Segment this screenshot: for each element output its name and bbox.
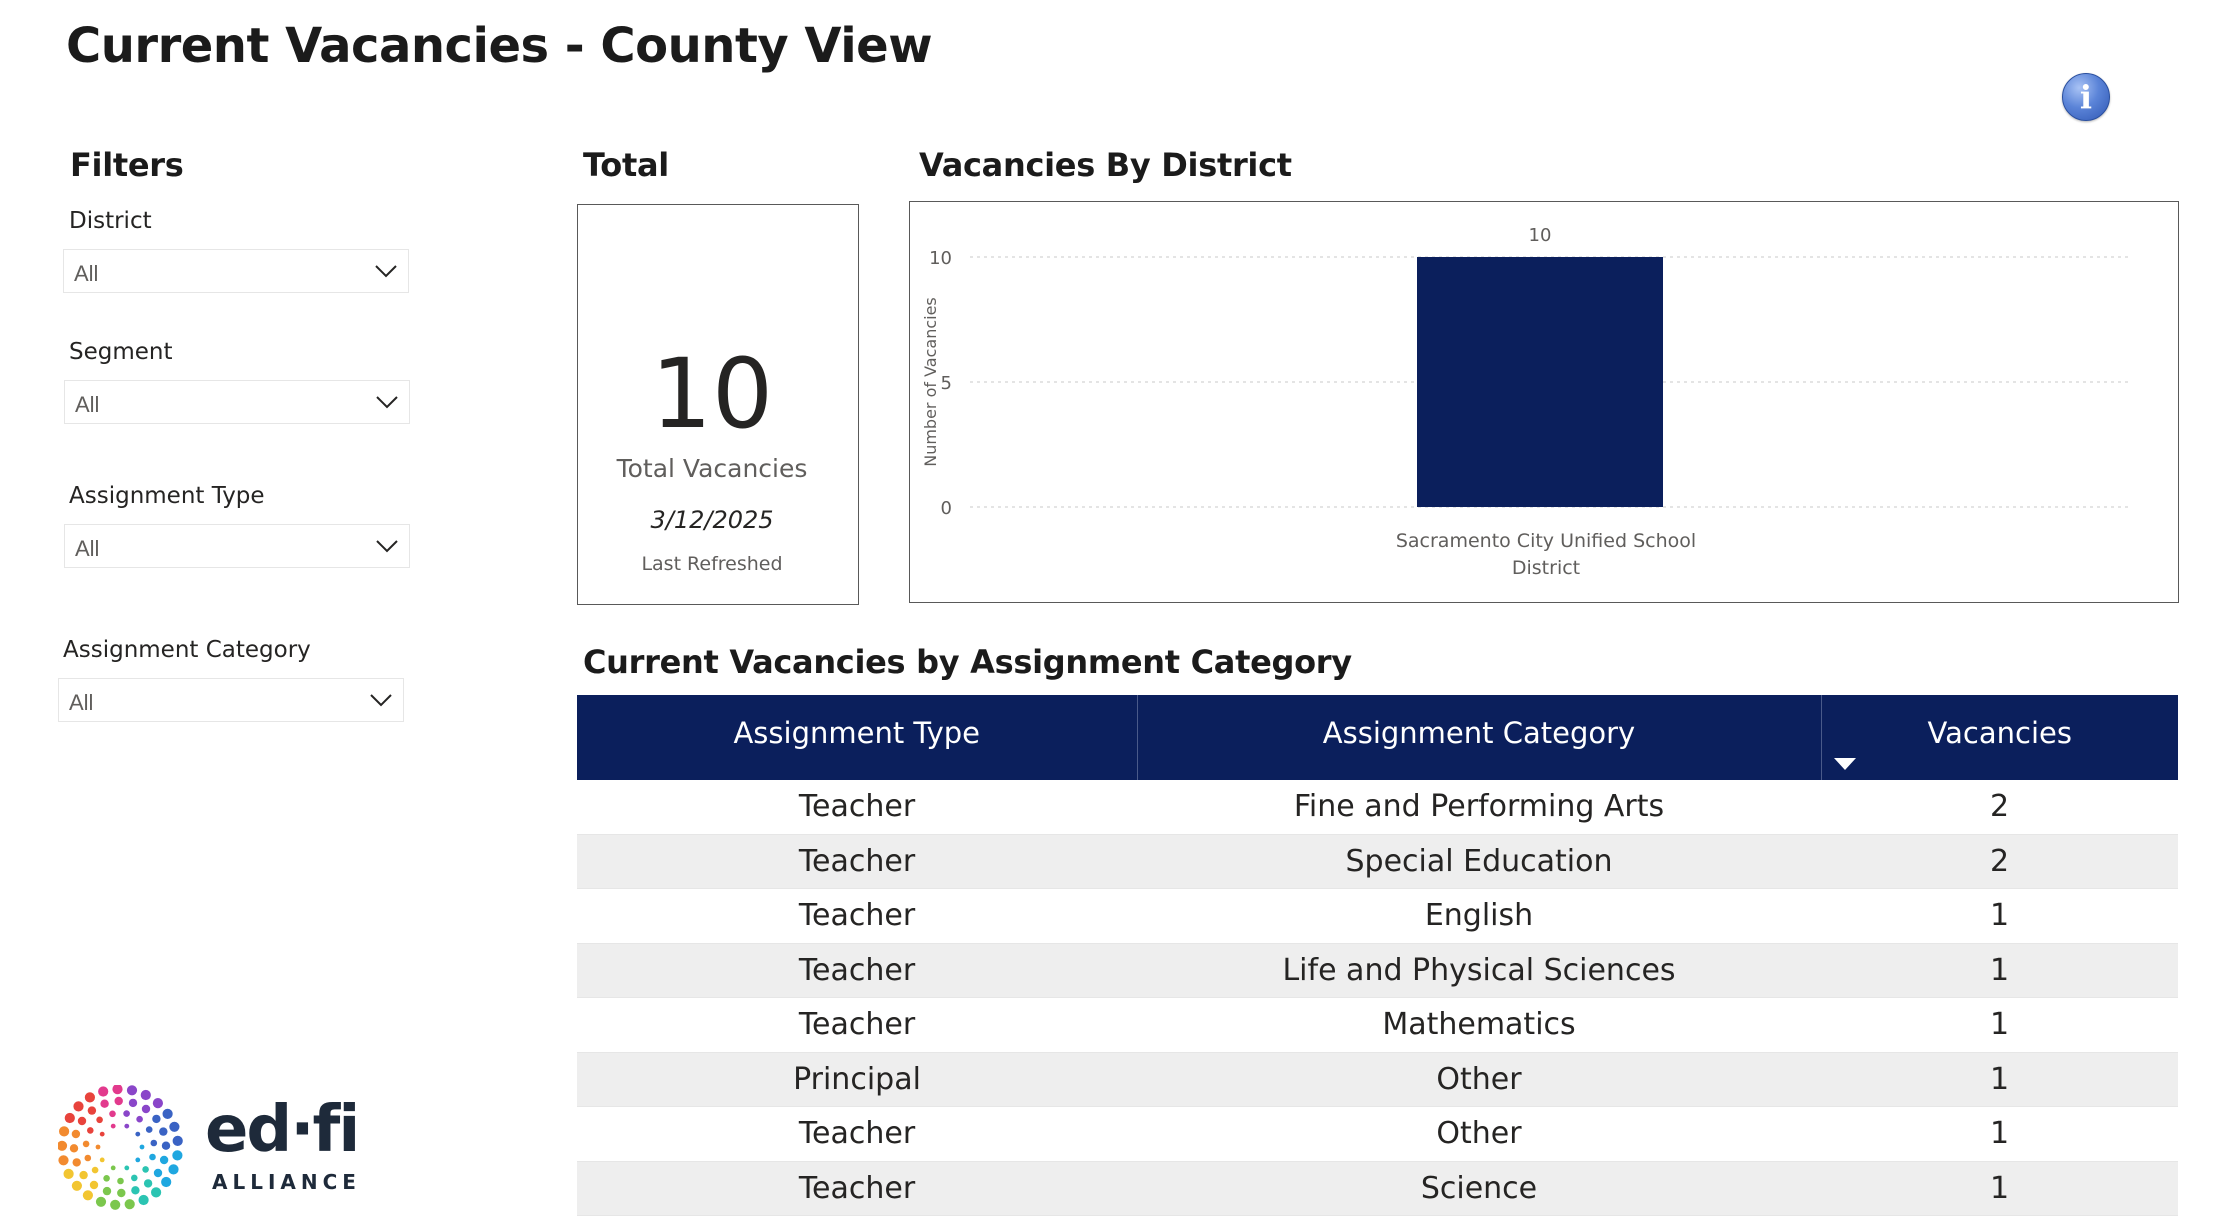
logo-dot	[112, 1085, 122, 1094]
x-tick-label: District	[1511, 557, 1581, 579]
logo-dot	[83, 1190, 93, 1200]
cell-assignment-type: Teacher	[577, 998, 1137, 1053]
filter-label-district: District	[69, 208, 152, 234]
logo-dot	[140, 1145, 145, 1150]
cell-vacancies: 1	[1821, 1052, 2178, 1107]
filter-label-assignment-type: Assignment Type	[69, 483, 265, 509]
logo-dot	[58, 1155, 68, 1165]
logo-dot	[142, 1166, 149, 1173]
logo-dot	[96, 1145, 101, 1150]
y-tick-label: 5	[940, 373, 952, 394]
logo-dot	[65, 1113, 75, 1123]
chevron-down-icon	[369, 689, 393, 711]
logo-dot	[117, 1189, 125, 1197]
logo-dot	[152, 1115, 160, 1123]
logo-dot	[124, 1166, 129, 1171]
cell-vacancies: 2	[1821, 780, 2178, 834]
cell-assignment-type: Teacher	[577, 834, 1137, 889]
logo-tagline: ALLIANCE	[212, 1170, 361, 1194]
logo-dot	[149, 1154, 156, 1161]
cell-assignment-type: Teacher	[577, 780, 1137, 834]
logo-dot	[161, 1177, 171, 1187]
table-row[interactable]	[577, 1161, 2178, 1216]
logo-dot	[79, 1171, 87, 1179]
table-row[interactable]	[577, 1052, 2178, 1107]
table-row[interactable]	[577, 834, 2178, 889]
cell-assignment-type: Teacher	[577, 1161, 1137, 1216]
logo-dot	[168, 1164, 178, 1174]
chevron-down-icon	[374, 260, 398, 282]
logo-dot	[151, 1187, 161, 1197]
logo-dot	[90, 1181, 98, 1189]
logo-dot	[85, 1092, 95, 1102]
y-tick-label: 10	[929, 248, 952, 269]
logo-dot	[153, 1098, 163, 1108]
cell-vacancies: 1	[1821, 943, 2178, 998]
edfi-logo-icon	[58, 1085, 188, 1210]
logo-dot	[73, 1158, 81, 1166]
info-icon[interactable]: i	[2062, 73, 2110, 121]
logo-dot	[162, 1142, 170, 1150]
logo-dot	[70, 1144, 78, 1152]
logo-dot	[135, 1158, 140, 1163]
column-header-vacancies[interactable]	[1821, 695, 2178, 780]
logo-dot	[64, 1169, 74, 1179]
logo-dot	[123, 1110, 130, 1117]
cell-assignment-category: Other	[1137, 1052, 1821, 1107]
column-header-vacancies-label: Vacancies	[1927, 716, 2072, 750]
logo-dot	[131, 1175, 138, 1182]
cell-vacancies: 1	[1821, 889, 2178, 944]
logo-wordmark: ed·fi	[205, 1093, 359, 1167]
cell-vacancies: 1	[1821, 998, 2178, 1053]
cell-assignment-type: Teacher	[577, 1107, 1137, 1162]
logo-dot	[109, 1111, 116, 1118]
logo-dot	[88, 1106, 96, 1114]
logo-dot	[58, 1141, 67, 1151]
logo-dot	[135, 1132, 140, 1137]
logo-dot	[141, 1090, 151, 1100]
cell-assignment-category: Mathematics	[1137, 998, 1821, 1053]
table-row[interactable]	[577, 998, 2178, 1053]
cell-assignment-category: English	[1137, 889, 1821, 944]
logo-dot	[111, 1166, 116, 1171]
logo-dot	[83, 1141, 90, 1148]
dropdown-value: All	[69, 690, 94, 715]
x-tick-label: Sacramento City Unified School	[1395, 530, 1697, 552]
logo-dot	[78, 1117, 86, 1125]
logo-dot	[87, 1127, 94, 1134]
cell-assignment-category: Other	[1137, 1107, 1821, 1162]
logo-dot	[142, 1105, 150, 1113]
chevron-down-icon	[375, 535, 399, 557]
logo-dot	[92, 1167, 99, 1174]
category-table-heading: Current Vacancies by Assignment Category	[583, 643, 1352, 681]
table-row[interactable]	[577, 943, 2178, 998]
logo-dot	[173, 1136, 183, 1146]
sort-descending-icon[interactable]	[1834, 758, 1856, 770]
logo-dot	[100, 1132, 105, 1137]
logo-dot	[72, 1181, 82, 1191]
logo-dot	[115, 1097, 123, 1105]
segment-dropdown[interactable]	[64, 380, 410, 424]
filters-heading: Filters	[70, 146, 184, 184]
logo-dot	[110, 1200, 120, 1210]
page-title: Current Vacancies - County View	[66, 18, 933, 74]
last-refreshed-date: 3/12/2025	[650, 506, 774, 534]
total-value: 10	[650, 338, 774, 450]
district-chart-heading: Vacancies By District	[919, 146, 1292, 184]
table-row[interactable]	[577, 889, 2178, 944]
column-header-assignment-type[interactable]: Assignment Type	[577, 695, 1137, 780]
table-row[interactable]	[577, 1107, 2178, 1162]
column-header-assignment-category[interactable]: Assignment Category	[1137, 695, 1821, 780]
bar	[1417, 257, 1663, 507]
logo-dot	[59, 1126, 69, 1136]
logo-dot	[100, 1158, 105, 1163]
logo-dot	[103, 1187, 111, 1195]
table-header-row	[577, 695, 2178, 780]
logo-dot	[163, 1109, 173, 1119]
logo-dot	[146, 1126, 153, 1133]
vacancies-table	[577, 695, 2178, 1216]
logo-dot	[111, 1124, 116, 1129]
y-tick-label: 0	[940, 498, 952, 519]
logo-dot	[139, 1195, 149, 1205]
logo-dot	[172, 1150, 182, 1160]
total-label: Total Vacancies	[616, 454, 808, 483]
cell-assignment-category: Special Education	[1137, 834, 1821, 889]
logo-dot	[131, 1186, 139, 1194]
logo-dot	[124, 1124, 129, 1129]
logo-dot	[127, 1085, 137, 1095]
filter-label-segment: Segment	[69, 339, 173, 365]
logo-dot	[85, 1155, 92, 1162]
district-dropdown[interactable]	[63, 249, 409, 293]
logo-dot	[103, 1175, 110, 1182]
logo-dot	[129, 1099, 137, 1107]
cell-vacancies: 2	[1821, 834, 2178, 889]
logo-dot	[160, 1156, 168, 1164]
filter-label-assignment-category: Assignment Category	[63, 637, 311, 663]
logo-dot	[136, 1116, 143, 1123]
logo-dot	[169, 1122, 179, 1132]
data-label: 10	[1528, 225, 1552, 246]
cell-assignment-category: Life and Physical Sciences	[1137, 943, 1821, 998]
logo-dot	[72, 1130, 80, 1138]
logo-dot	[125, 1199, 135, 1209]
assignment-type-dropdown[interactable]	[64, 524, 410, 568]
dropdown-value: All	[74, 261, 99, 286]
cell-assignment-type: Teacher	[577, 889, 1137, 944]
cell-assignment-category: Science	[1137, 1161, 1821, 1216]
table-row[interactable]	[577, 780, 2178, 834]
district-bar-chart	[910, 202, 2178, 602]
total-heading: Total	[583, 146, 669, 184]
logo-dot	[159, 1127, 167, 1135]
dropdown-value: All	[75, 536, 100, 561]
logo-dot	[73, 1101, 83, 1111]
dropdown-value: All	[75, 392, 100, 417]
logo-dot	[98, 1086, 108, 1096]
logo-dot	[117, 1178, 124, 1185]
logo-dot	[144, 1179, 152, 1187]
y-axis-label: Number of Vacancies	[921, 297, 940, 467]
logo-dot	[154, 1169, 162, 1177]
logo-dot	[96, 1117, 103, 1124]
cell-assignment-type: Principal	[577, 1052, 1137, 1107]
cell-vacancies: 1	[1821, 1161, 2178, 1216]
cell-assignment-type: Teacher	[577, 943, 1137, 998]
assignment-category-dropdown[interactable]	[58, 678, 404, 722]
logo-dot	[100, 1100, 108, 1108]
logo-dot	[151, 1140, 158, 1147]
cell-vacancies: 1	[1821, 1107, 2178, 1162]
cell-assignment-category: Fine and Performing Arts	[1137, 780, 1821, 834]
chevron-down-icon	[375, 391, 399, 413]
logo-dot	[96, 1197, 106, 1207]
last-refreshed-label: Last Refreshed	[641, 553, 783, 575]
